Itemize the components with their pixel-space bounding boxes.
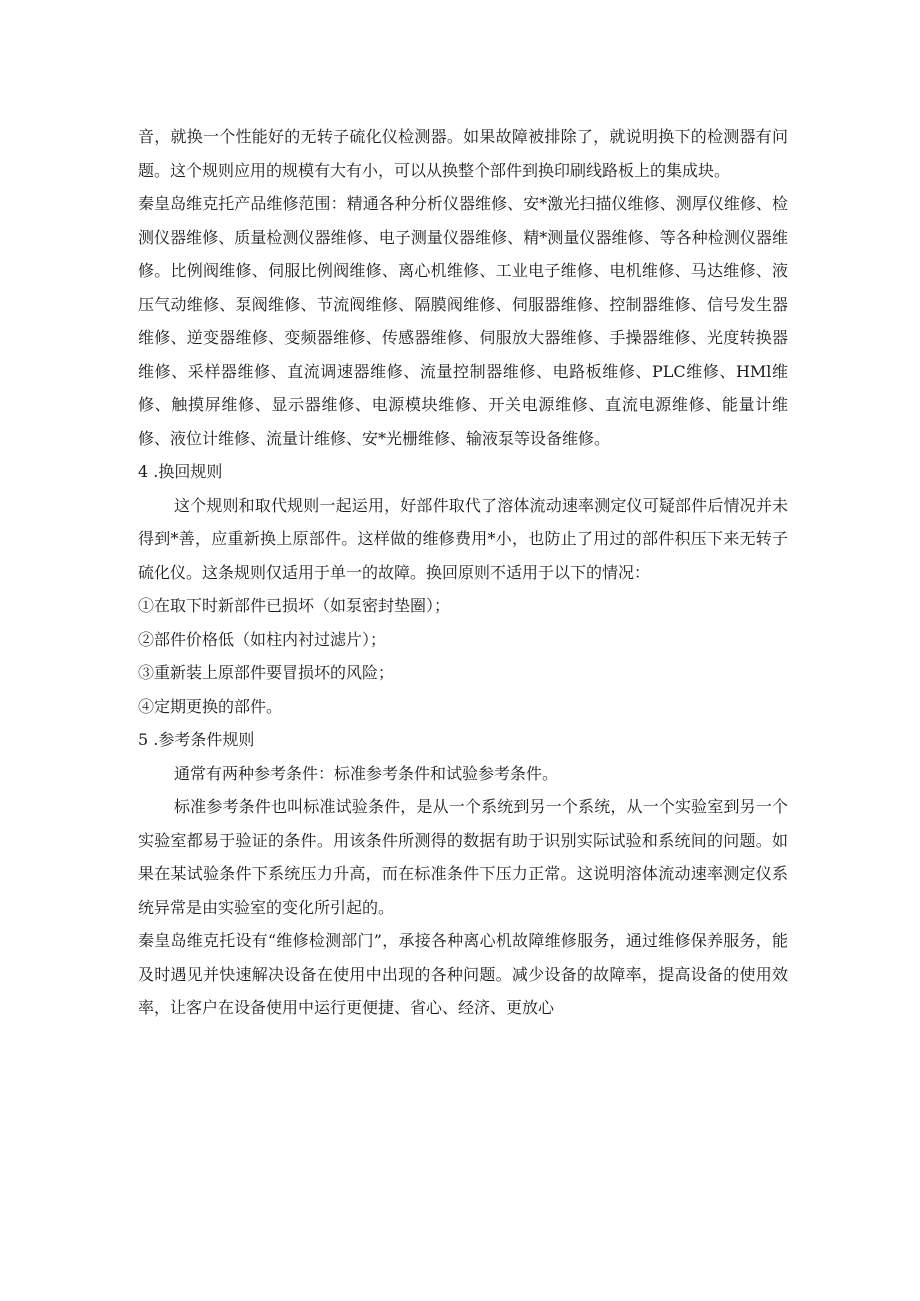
paragraph-standard-reference-conditions: 标准参考条件也叫标准试验条件，是从一个系统到另一个系统，从一个实验室到另一个实验室都易于验证的条件。用该条件所测得的数据有助于识别实际试验和系统间的问题。如果在某试验条件下系统压力升高，而在标准条件下压力正常。这说明溶体流动速率测定仪系统异常是由实验室的变化所引起的。 [138, 797, 788, 917]
list-item-4: ④定期更换的部件。 [138, 696, 283, 716]
list-item-3: ③重新装上原部件要冒损坏的风险； [138, 663, 395, 682]
section-heading-reference-condition-rule: 5 .参考条件规则 [138, 730, 255, 749]
list-item-1: ①在取下时新部件已损坏（如泵密封垫圈）； [138, 596, 451, 615]
list-item-2: ②部件价格低（如柱内衬过滤片）； [138, 629, 387, 649]
paragraph-service-department: 秦皇岛维克托设有“维修检测部门”，承接各种离心机故障维修服务，通过维修保养服务，能及时遇见并快速解决设备在使用中出现的各种问题。减少设备的故障率，提高设备的使用效率，让客户在设备使用中运行更便捷、省心、经济、更放心 [138, 931, 788, 1017]
paragraph-service-scope: 秦皇岛维克托产品维修范围：精通各种分析仪器维修、安*激光扫描仪维修、测厚仪维修、检测仪器维修、质量检测仪器维修、电子测量仪器维修、精*测量仪器维修、等各种检测仪器维修。比例阀维修、伺服比例阀维修、离心机维修、工业电子维修、电机维修、马达维修、液压气动维修、泵阀维修、节流阀维修、隔膜阀维修、伺服器维修、控制器维修、信号发生器维修、逆变器维修、变频器维修、传感器维修、伺服放大器维修、手操器维修、光度转换器维修、采样器维修、直流调速器维修、流量控制器维修、电路板维修、PLC维修、HMl维修、触摸屏维修、显示器维修、电源模块维修、开关电源维修、直流电源维修、能量计维修、液位计维修、流量计维修、安*光栅维修、输液泵等设备维修。 [138, 194, 788, 448]
document-body [138, 120, 788, 1025]
paragraph-swap-back-rule: 这个规则和取代规则一起运用，好部件取代了溶体流动速率测定仪可疑部件后情况并未得到*善，应重新换上原部件。这样做的维修费用*小，也防止了用过的部件积压下来无转子硫化仪。这条规则仅适用于单一的故障。换回原则不适用于以下的情况： [138, 495, 788, 582]
paragraph-reference-types: 通常有两种参考条件：标准参考条件和试验参考条件。 [174, 763, 559, 783]
paragraph-replacement-rule-continued: 音，就换一个性能好的无转子硫化仪检测器。如果故障被排除了，就说明换下的检测器有问题。这个规则应用的规模有大有小，可以从换整个部件到换印刷线路板上的集成块。 [138, 127, 788, 180]
section-heading-swap-back-rule: 4 .换回规则 [138, 462, 223, 481]
